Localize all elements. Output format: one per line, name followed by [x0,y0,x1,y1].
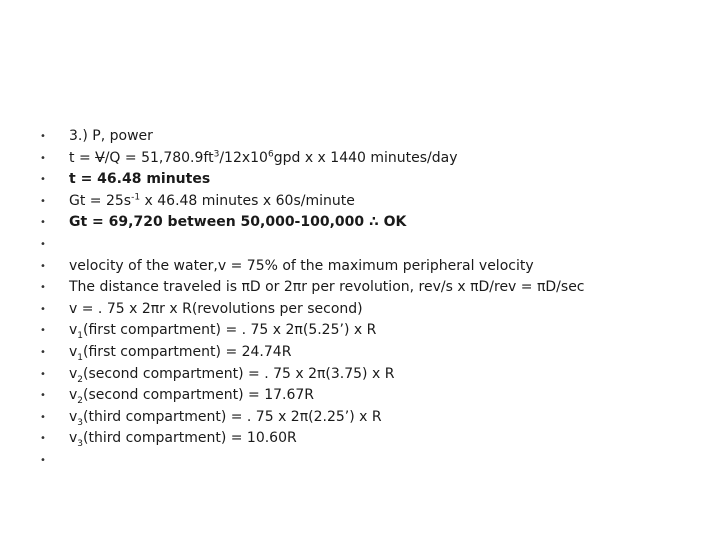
text-segment: 2 [77,395,84,406]
text-segment: v = . 75 x 2πr x R(revolutions per second) [69,300,363,317]
text-segment: v [69,430,78,447]
bullet-text [69,364,394,386]
bullet-dot: • [40,131,46,142]
bullet-dot: • [40,260,46,272]
bullet-text [69,148,458,170]
text-segment: Gt = 25s [69,192,132,209]
text-segment: (first compartment) = 24.74R [83,343,292,360]
text-segment: v [69,408,78,425]
bullet-text [69,407,382,429]
bullet-dot: • [40,325,46,337]
bullet-line [40,450,700,472]
bullet-line [40,428,700,450]
text-segment: (third compartment) = 10.60R [83,430,297,447]
bullet-line [40,234,700,256]
text-segment: 3 [77,417,84,428]
bullet-text [69,256,534,278]
bullet-line [40,277,700,299]
text-segment: 3.) P, power [69,128,153,144]
bullet-text [69,191,355,213]
bullet-line [40,407,700,429]
bullet-dot: • [40,454,46,466]
text-segment: v [69,387,78,404]
text-segment: 3 [77,439,84,450]
text-segment: 2 [77,374,84,385]
text-segment: 1 [77,352,84,363]
bullet-dot: • [40,411,46,423]
text-segment: The distance traveled is πD or 2πr per revolution, rev/s x πD/rev = πD/sec [69,279,585,296]
bullet-text [69,320,376,342]
bullet-dot: • [40,217,46,229]
bullet-line [40,191,700,213]
text-segment: (second compartment) = 17.67R [83,387,314,404]
bullet-line [40,320,700,342]
text-segment: /12x10 [219,149,268,166]
bullet-text [69,428,297,450]
bullet-dot: • [40,303,46,315]
bullet-text [69,212,406,234]
bullet-dot: • [40,174,46,186]
bullet-line [40,148,700,170]
bullet-text [69,299,363,321]
bullet-line [40,342,700,364]
text-segment: -1 [131,192,141,203]
bullet-text [69,277,585,299]
bullet-line [40,212,700,234]
text-segment: 1 [77,331,84,342]
text-segment: v [69,343,78,360]
text-segment: /Q = 51,780.9ft [104,149,214,166]
bullet-line [40,299,700,321]
bullet-line [40,256,700,278]
bullet-line [40,126,700,148]
bullet-line [40,169,700,191]
text-segment: Gt = 69,720 between 50,000-100,000 ∴ OK [69,214,407,231]
text-segment: V [95,149,105,166]
text-segment: v [69,365,78,382]
bullet-line [40,364,700,386]
text-segment: v [69,322,78,339]
text-segment: (third compartment) = . 75 x 2π(2.25’) x R [83,408,382,425]
text-segment: 6 [267,148,274,159]
text-segment: 3 [213,148,220,159]
bullet-list [40,126,700,472]
bullet-dot: • [40,195,46,207]
bullet-dot: • [40,346,46,358]
bullet-dot: • [40,433,46,445]
bullet-line [40,385,700,407]
bullet-dot: • [40,390,46,402]
bullet-text [69,169,210,191]
text-segment: (second compartment) = . 75 x 2π(3.75) x R [83,365,395,382]
bullet-text [69,385,314,407]
bullet-text [69,126,153,148]
bullet-dot: • [40,152,46,164]
text-segment: velocity of the water,v = 75% of the maximum peripheral velocity [69,257,534,274]
bullet-dot: • [40,238,46,250]
text-segment: t = [69,149,96,166]
text-segment: x 46.48 minutes x 60s/minute [140,192,355,209]
text-segment: gpd x x 1440 minutes/day [273,149,458,166]
text-segment: (first compartment) = . 75 x 2π(5.25’) x R [83,322,377,339]
text-segment: t = 46.48 minutes [69,171,211,188]
bullet-dot: • [40,368,46,380]
bullet-dot: • [40,282,46,294]
bullet-text [69,342,291,364]
